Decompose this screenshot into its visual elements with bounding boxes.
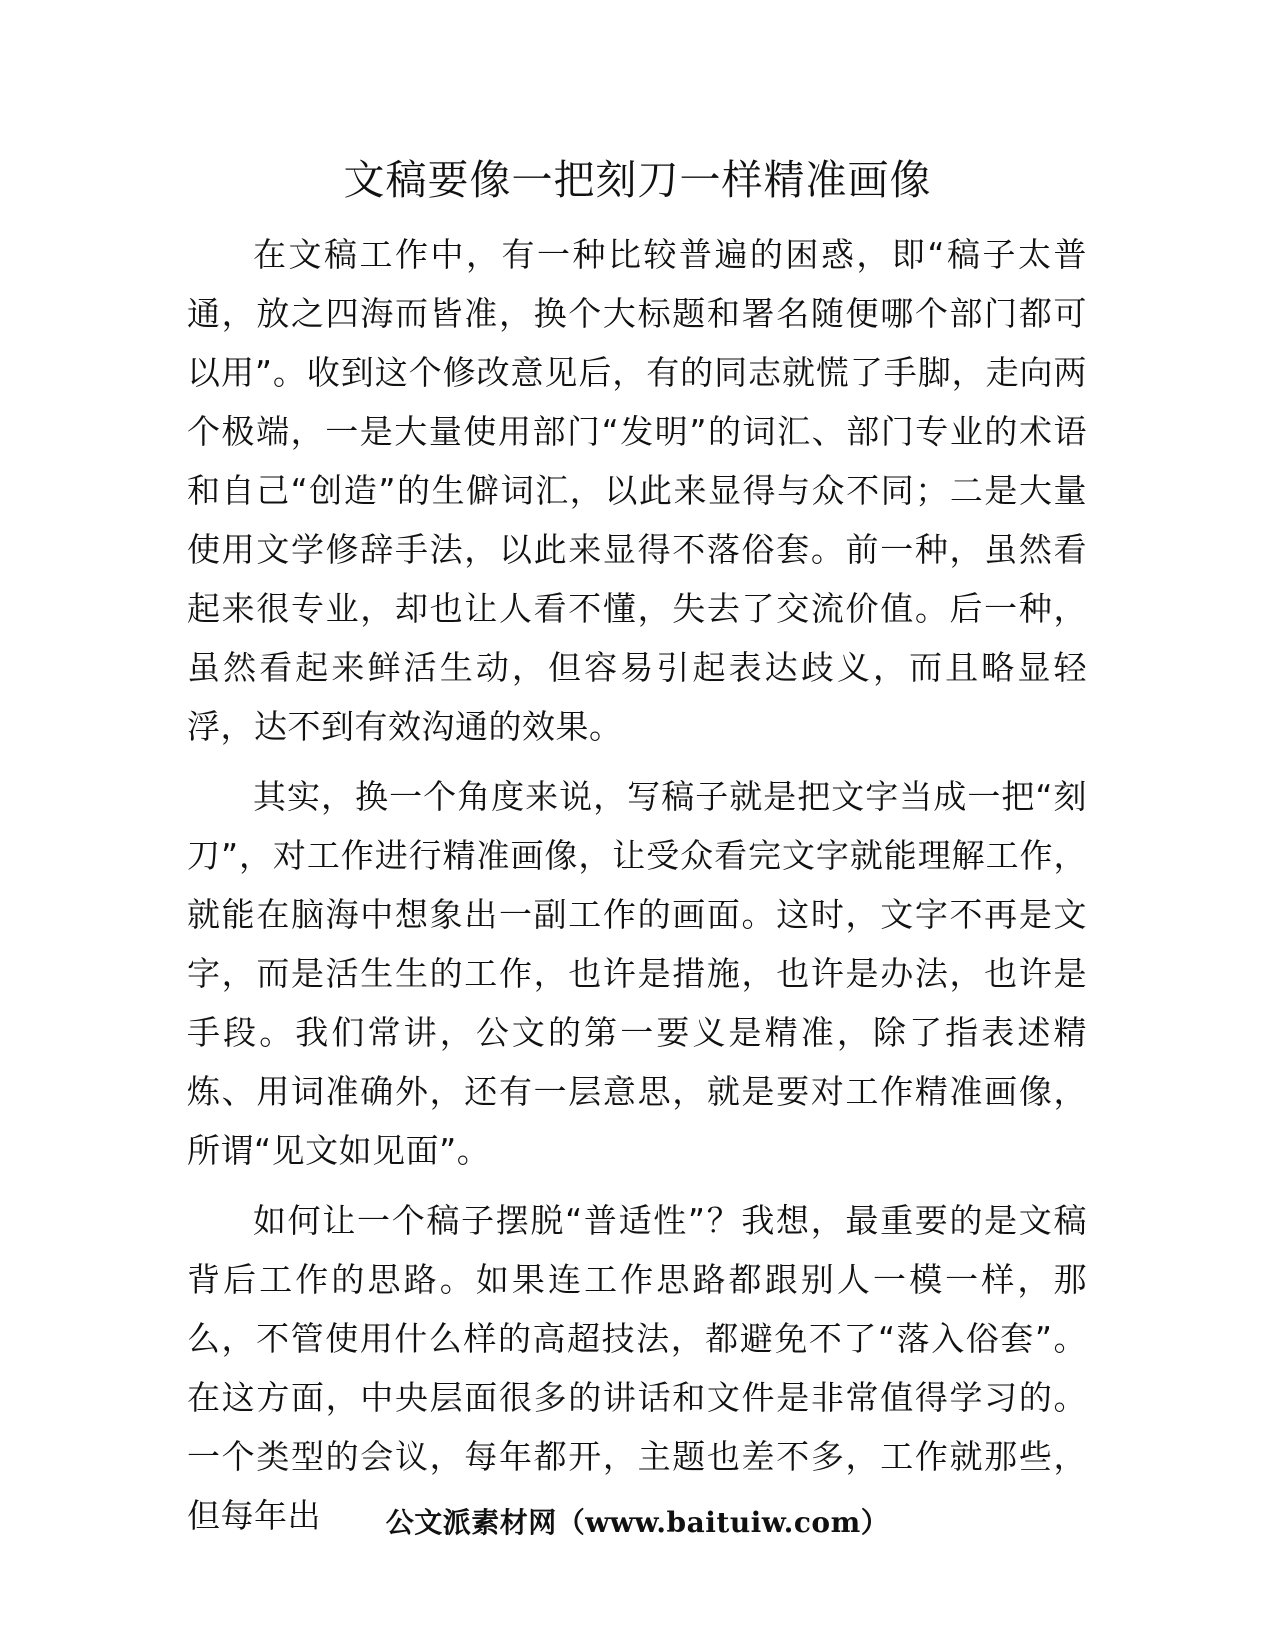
paragraph-1: 在文稿工作中，有一种比较普遍的困惑，即“稿子太普通，放之四海而皆准，换个大标题和署名随便哪个部门都可以用”。收到这个修改意见后，有的同志就慌了手脚，走向两个极端，一是大量使用部门“发明”的词汇、部门专业的术语和自己“创造”的生僻词汇，以此来显得与众不同；二是大量使用文学修辞手法，以此来显得不落俗套。前一种，虽然看起来很专业，却也让人看不懂，失去了交流价值。后一种，虽然看起来鲜活生动，但容易引起表达歧义，而且略显轻浮，达不到有效沟通的效果。 (187, 235, 1087, 746)
footer-watermark: 公文派素材网（www.baituiw.com） (385, 1506, 890, 1539)
document-title: 文稿要像一把刻刀一样精准画像 (343, 156, 932, 204)
paragraph-3: 如何让一个稿子摆脱“普适性”？我想，最重要的是文稿背后工作的思路。如果连工作思路都跟别人一模一样，那么，不管使用什么样的高超技法，都避免不了“落入俗套”。在这方面，中央层面很多的讲话和文件是非常值得学习的。一个类型的会议，每年都开，主题也差不多，工作就那些，但每年出 (187, 1201, 1087, 1535)
document-body (187, 225, 1087, 1556)
paragraph-2: 其实，换一个角度来说，写稿子就是把文字当成一把“刻刀”，对工作进行精准画像，让受众看完文字就能理解工作，就能在脑海中想象出一副工作的画面。这时，文字不再是文字，而是活生生的工作，也许是措施，也许是办法，也许是手段。我们常讲，公文的第一要义是精准，除了指表述精炼、用词准确外，还有一层意思，就是要对工作精准画像，所谓“见文如见面”。 (187, 777, 1087, 1170)
